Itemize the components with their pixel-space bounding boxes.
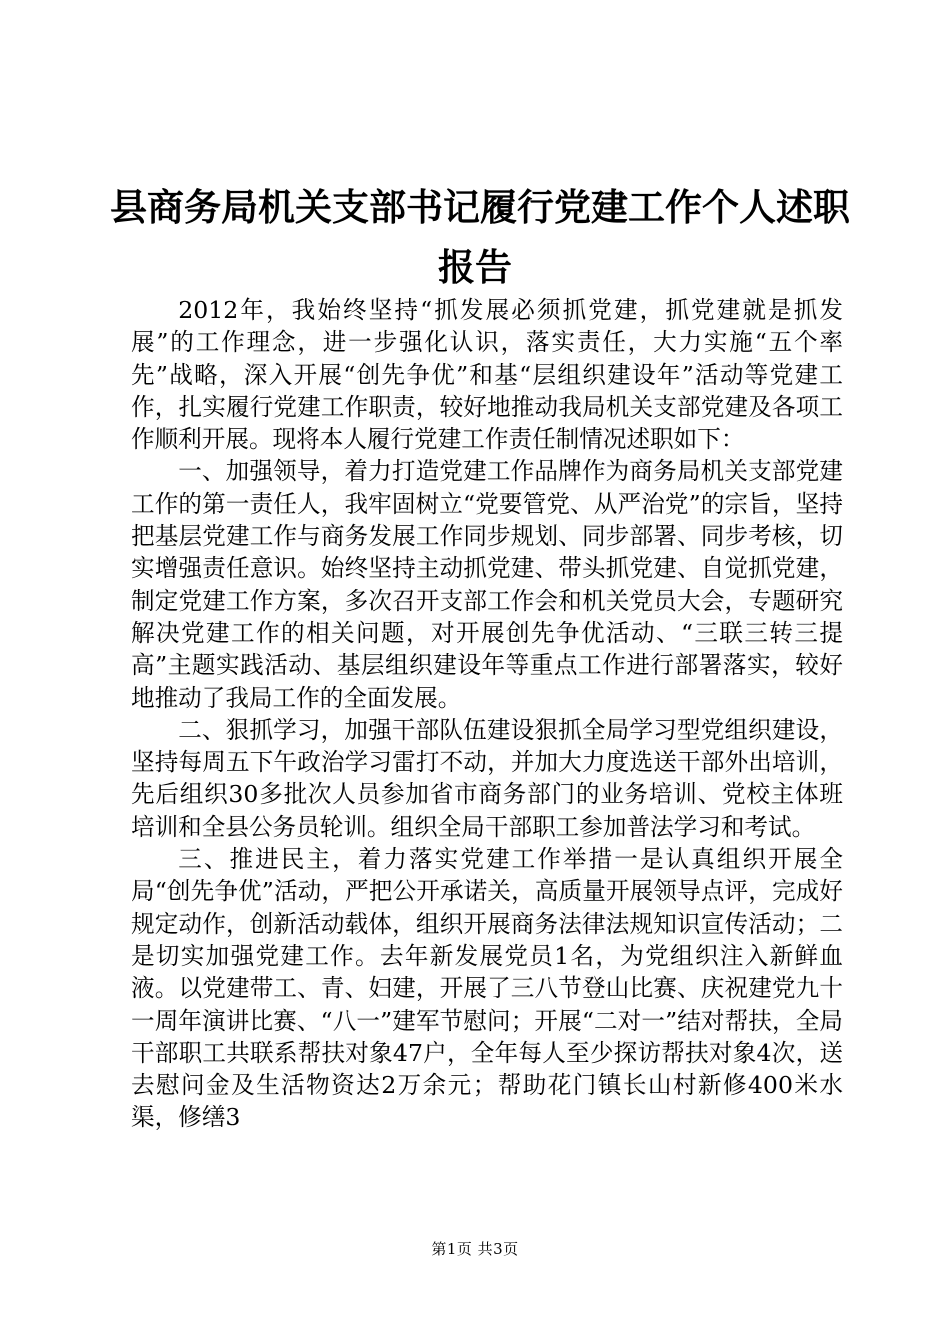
paragraph-section-3: 三、推进民主，着力落实党建工作举措一是认真组织开展全局“创先争优”活动，严把公开承诺关，高质量开展领导点评，完成好规定动作，创新活动载体，组织开展商务法律法规知识宣传活动；二是切实加强党建工作。去年新发展党员1名，为党组织注入新鲜血液。以党建带工、青、妇建，开展了三八节登山比赛、庆祝建党九十一周年演讲比赛、“八一”建军节慰问；开展“二对一”结对帮扶，全局干部职工共联系帮扶对象47户，全年每人至少探访帮扶对象4次，送去慰问金及生活物资达2万余元；帮助花门镇长山村新修400米水渠，修缮3 bbox=[131, 845, 843, 1132]
paragraph-section-1: 一、加强领导，着力打造党建工作品牌作为商务局机关支部党建工作的第一责任人，我牢固树立“党要管党、从严治党”的宗旨，坚持把基层党建工作与商务发展工作同步规划、同步部署、同步考核，切实增强责任意识。始终坚持主动抓党建、带头抓党建、自觉抓党建，制定党建工作方案，多次召开支部工作会和机关党员大会，专题研究解决党建工作的相关问题，对开展创先争优活动、“三联三转三提高”主题实践活动、基层组织建设年等重点工作进行部署落实，较好地推动了我局工作的全面发展。 bbox=[131, 457, 843, 712]
document-body bbox=[131, 294, 843, 1134]
document-title-line1: 县商务局机关支部书记履行党建工作个人述职 bbox=[110, 186, 850, 229]
document-title-line2: 报告 bbox=[438, 246, 512, 289]
page-number-footer: 第1页 共3页 bbox=[431, 1240, 519, 1258]
paragraph-section-2: 二、狠抓学习，加强干部队伍建设狠抓全局学习型党组织建设，坚持每周五下午政治学习雷打不动，并加大力度选送干部外出培训，先后组织30多批次人员参加省市商务部门的业务培训、党校主体班培训和全县公务员轮训。组织全局干部职工参加普法学习和考试。 bbox=[131, 715, 843, 841]
paragraph-intro: 2012年，我始终坚持“抓发展必须抓党建，抓党建就是抓发展”的工作理念，进一步强化认识，落实责任，大力实施“五个率先”战略，深入开展“创先争优”和基“层组织建设年”活动等党建工作，扎实履行党建工作职责，较好地推动我局机关支部党建及各项工作顺利开展。现将本人履行党建工作责任制情况述职如下： bbox=[131, 296, 843, 454]
